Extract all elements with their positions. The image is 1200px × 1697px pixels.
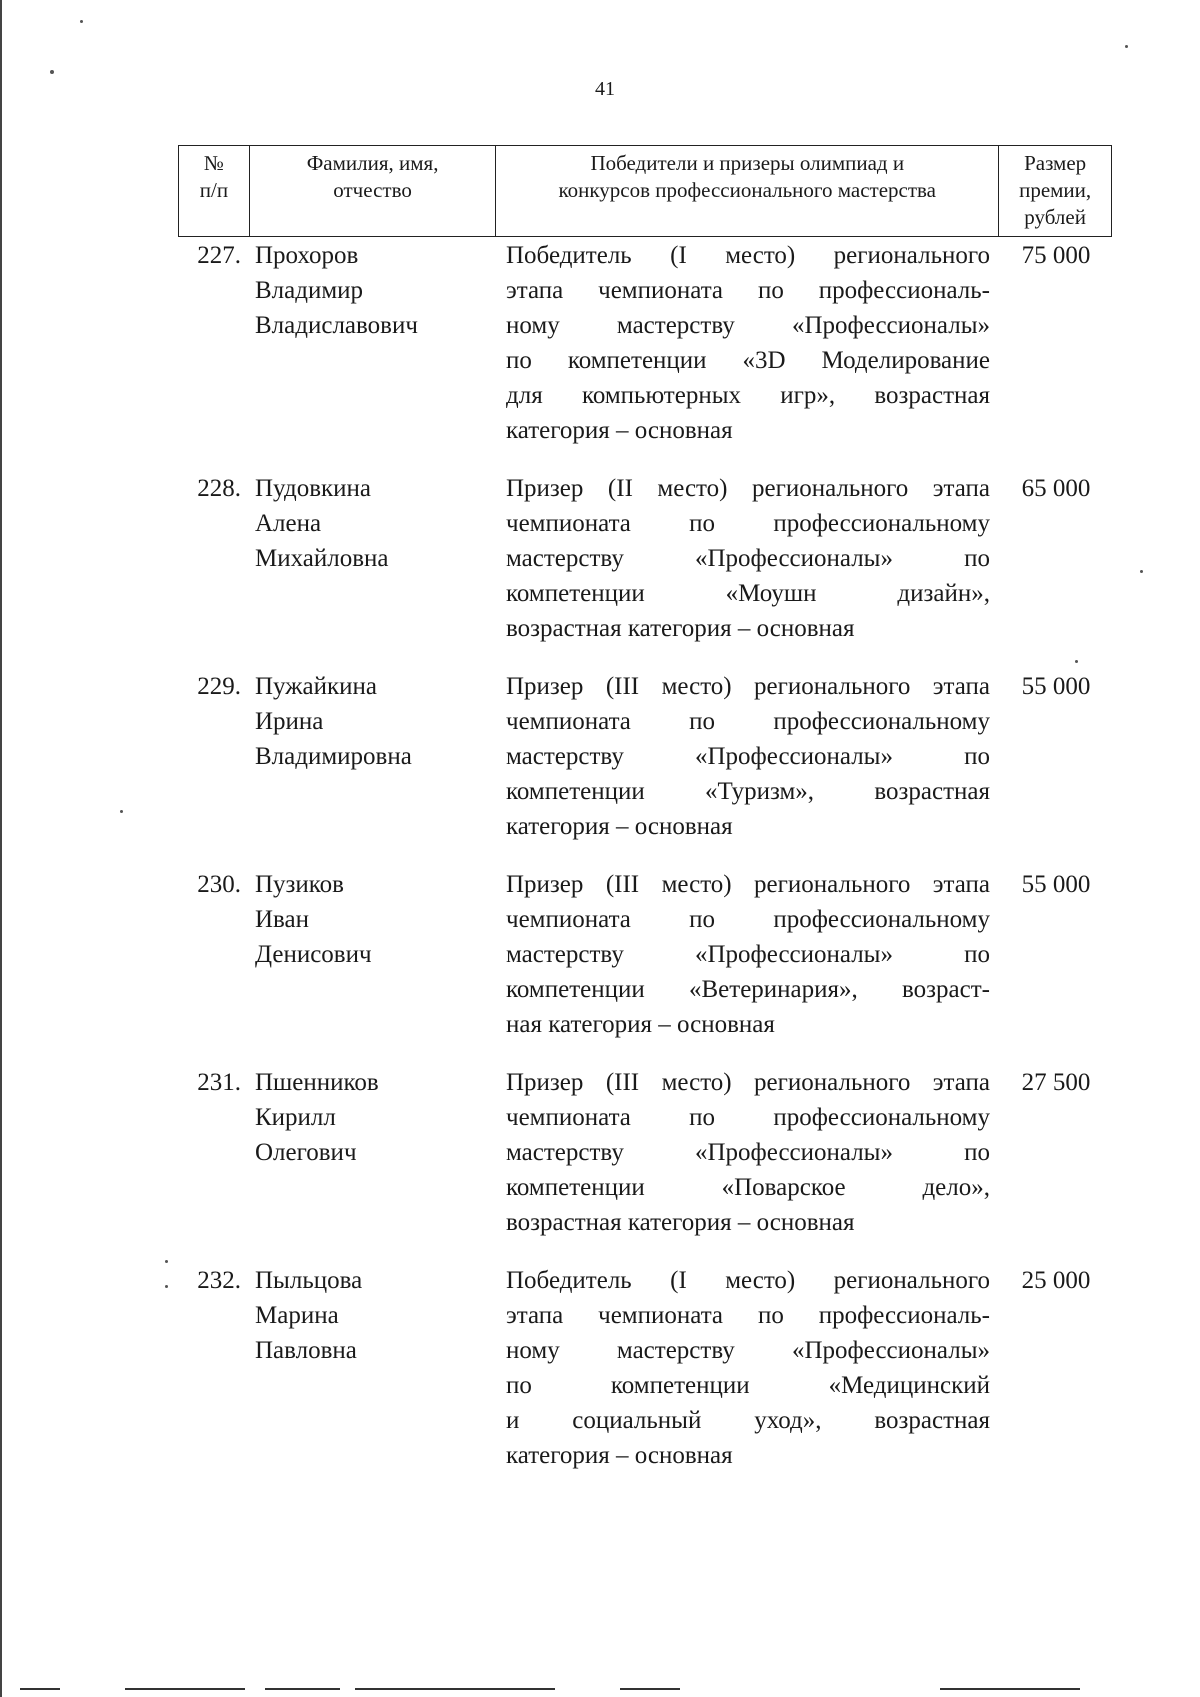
achievement-description xyxy=(496,238,1000,448)
recipient-name xyxy=(249,471,496,646)
description-line: чемпионата по профессиональному xyxy=(506,1104,990,1131)
description-line: возрастная категория – основная xyxy=(506,615,855,642)
row-number: 232. xyxy=(197,1267,241,1294)
name-line: Пудовкина xyxy=(255,475,372,502)
description-line: компетенции «Моушн дизайн», xyxy=(506,580,990,607)
header-text: Победители и призеры олимпиад и xyxy=(590,151,905,175)
description-line: категория – основная xyxy=(506,417,733,444)
header-description xyxy=(496,146,999,236)
description-line: компетенции «Туризм», возрастная xyxy=(506,778,990,805)
description-line: мастерству «Профессионалы» по xyxy=(506,743,990,770)
description-line: Призер (III место) регионального этапа xyxy=(506,1069,990,1096)
name-line: Владимировна xyxy=(255,743,412,770)
description-line: Призер (III место) регионального этапа xyxy=(506,673,990,700)
description-line: Победитель (I место) регионального xyxy=(506,1267,990,1294)
name-line: Пшенников xyxy=(255,1069,379,1096)
scan-speck xyxy=(50,70,54,74)
description-line: ному мастерству «Профессионалы» xyxy=(506,1337,990,1364)
table-row xyxy=(178,238,1112,448)
award-amount: 75 000 xyxy=(1021,242,1091,269)
recipient-name xyxy=(249,867,496,1042)
description-line: этапа чемпионата по профессиональ- xyxy=(506,1302,990,1329)
name-line: Иван xyxy=(255,906,310,933)
description-line: категория – основная xyxy=(506,1442,733,1469)
scan-speck xyxy=(165,1260,168,1263)
achievement-description xyxy=(496,471,1000,646)
description-line: категория – основная xyxy=(506,813,733,840)
description-line: по компетенции «3D Моделирование xyxy=(506,347,990,374)
table-row xyxy=(178,471,1112,646)
header-text: рублей xyxy=(1024,205,1086,229)
scan-edge xyxy=(355,1688,555,1690)
description-line: мастерству «Профессионалы» по xyxy=(506,941,990,968)
description-line: компетенции «Поварское дело», xyxy=(506,1174,990,1201)
description-line: для компьютерных игр», возрастная xyxy=(506,382,990,409)
name-line: Пужайкина xyxy=(255,673,377,700)
name-line: Денисович xyxy=(255,941,372,968)
award-amount: 55 000 xyxy=(1021,871,1091,898)
name-line: Павловна xyxy=(255,1337,357,1364)
achievement-description xyxy=(496,669,1000,844)
header-text: Размер xyxy=(1024,151,1087,175)
description-line: компетенции «Ветеринария», возраст- xyxy=(506,976,990,1003)
scan-speck xyxy=(1125,45,1128,48)
scan-speck xyxy=(120,810,123,813)
description-line: мастерству «Профессионалы» по xyxy=(506,1139,990,1166)
scan-edge xyxy=(265,1688,340,1690)
header-text: премии, xyxy=(1019,178,1092,202)
name-line: Марина xyxy=(255,1302,339,1329)
header-text: отчество xyxy=(333,178,412,202)
table-body xyxy=(178,238,1112,1496)
name-line: Владиславович xyxy=(255,312,418,339)
description-line: ному мастерству «Профессионалы» xyxy=(506,312,990,339)
description-line: и социальный уход», возрастная xyxy=(506,1407,990,1434)
row-number: 229. xyxy=(197,673,241,700)
description-line: ная категория – основная xyxy=(506,1011,775,1038)
name-line: Алена xyxy=(255,510,322,537)
table-row xyxy=(178,867,1112,1042)
award-amount: 55 000 xyxy=(1021,673,1091,700)
scan-edge xyxy=(0,0,2,1697)
name-line: Владимир xyxy=(255,277,364,304)
description-line: Призер (II место) регионального этапа xyxy=(506,475,990,502)
description-line: Победитель (I место) регионального xyxy=(506,242,990,269)
name-line: Прохоров xyxy=(255,242,359,269)
header-name xyxy=(250,146,496,236)
row-number: 230. xyxy=(197,871,241,898)
award-amount: 65 000 xyxy=(1021,475,1091,502)
scan-edge xyxy=(20,1688,60,1690)
header-text: конкурсов профессионального мастерства xyxy=(558,178,936,202)
scan-speck xyxy=(1075,660,1078,663)
row-number: 231. xyxy=(197,1069,241,1096)
recipient-name xyxy=(249,669,496,844)
scan-edge xyxy=(620,1688,680,1690)
award-amount: 25 000 xyxy=(1021,1267,1091,1294)
table-header xyxy=(178,145,1112,237)
description-line: мастерству «Профессионалы» по xyxy=(506,545,990,572)
description-line: этапа чемпионата по профессиональ- xyxy=(506,277,990,304)
name-line: Ирина xyxy=(255,708,324,735)
scan-speck xyxy=(165,1285,168,1288)
description-line: чемпионата по профессиональному xyxy=(506,510,990,537)
name-line: Олегович xyxy=(255,1139,357,1166)
name-line: Пузиков xyxy=(255,871,344,898)
scan-speck xyxy=(80,20,83,23)
recipient-name xyxy=(249,238,496,448)
header-text: № xyxy=(203,151,224,175)
recipient-name xyxy=(249,1263,496,1473)
row-number: 227. xyxy=(197,242,241,269)
achievement-description xyxy=(496,1065,1000,1240)
award-amount: 27 500 xyxy=(1021,1069,1091,1096)
name-line: Пыльцова xyxy=(255,1267,363,1294)
header-number xyxy=(179,146,250,236)
description-line: чемпионата по профессиональному xyxy=(506,906,990,933)
description-line: чемпионата по профессиональному xyxy=(506,708,990,735)
page-number: 41 xyxy=(595,78,615,100)
description-line: возрастная категория – основная xyxy=(506,1209,855,1236)
scan-speck xyxy=(1140,570,1143,573)
name-line: Кирилл xyxy=(255,1104,336,1131)
table-row xyxy=(178,1263,1112,1473)
table-row xyxy=(178,669,1112,844)
header-text: п/п xyxy=(199,178,229,202)
achievement-description xyxy=(496,867,1000,1042)
description-line: Призер (III место) регионального этапа xyxy=(506,871,990,898)
scan-edge xyxy=(125,1688,245,1690)
row-number: 228. xyxy=(197,475,241,502)
table-row xyxy=(178,1065,1112,1240)
scan-edge xyxy=(940,1688,1080,1690)
recipient-name xyxy=(249,1065,496,1240)
achievement-description xyxy=(496,1263,1000,1473)
header-text: Фамилия, имя, xyxy=(306,151,439,175)
name-line: Михайловна xyxy=(255,545,389,572)
description-line: по компетенции «Медицинский xyxy=(506,1372,990,1399)
header-amount xyxy=(999,146,1111,236)
